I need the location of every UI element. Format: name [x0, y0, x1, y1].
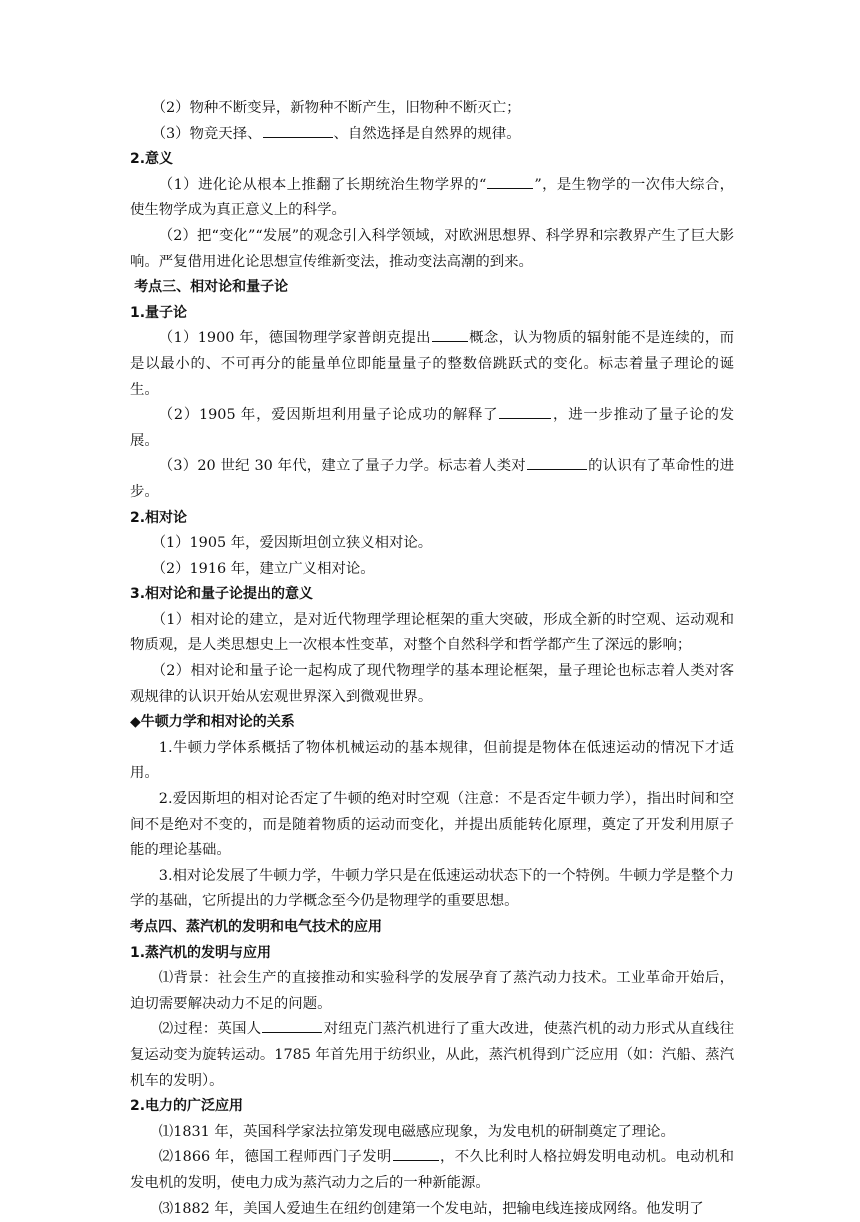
fill-blank[interactable] [527, 455, 587, 470]
section-heading-steam: 1.蒸汽机的发明与应用 [130, 944, 272, 961]
topic-3-title: 考点三、相对论和量子论 [134, 279, 289, 296]
fill-blank[interactable] [432, 327, 468, 342]
elec-3: ⑶1882 年，美国人爱迪生在纽约创建第一个发电站，把输电线连接成网络。他发明了 [158, 1200, 704, 1217]
elec-1: ⑴1831 年，英国科学家法拉第发现电磁感应现象，为发电机的研制奠定了理论。 [158, 1123, 675, 1140]
elec-2: ⑵1866 年，德国工程师西门子发明 ，不久比利时人格拉姆发明电动机。电动机和发电机的发明，使电力成为蒸汽动力之后的一种新能源。 [130, 1145, 734, 1196]
meaning-1: （1）进化论从根本上推翻了长期统治生物学界的“ ”，是生物学的一次伟大综合，使生物学成为真正意义上的科学。 [130, 173, 734, 224]
section-heading-significance: 3.相对论和量子论提出的意义 [130, 586, 314, 603]
relativity-2: （2）1916 年，建立广义相对论。 [151, 560, 375, 577]
section-heading-quantum: 1.量子论 [130, 304, 188, 321]
fill-blank[interactable] [262, 1018, 322, 1033]
document-page [130, 96, 734, 1222]
fill-blank[interactable] [499, 404, 551, 419]
newton-1: 1.牛顿力学体系概括了物体机械运动的基本规律，但前提是物体在低速运动的情况下才适用。 [130, 739, 734, 782]
topic-4-title: 考点四、蒸汽机的发明和电气技术的应用 [130, 919, 382, 935]
section-heading-meaning: 2.意义 [130, 151, 174, 168]
significance-2: （2）相对论和量子论一起构成了现代物理学的基本理论框架，量子理论也标志着人类对客观规律的认识开始从宏观世界深入到微观世界。 [130, 663, 734, 705]
quantum-1: （1）1900 年，德国物理学家普朗克提出 概念，认为物质的辐射能不是连续的，而是以最小的、不可再分的能量单位即能量量子的整数倍跳跃式的变化。标志着量子理论的诞生。 [130, 326, 734, 403]
newton-2: 2.爱因斯坦的相对论否定了牛顿的绝对时空观（注意：不是否定牛顿力学），指出时间和空间不是绝对不变的，而是随着物质的运动而变化，并提出质能转化原理，奠定了开发利用原子能的理论基础。 [130, 791, 734, 859]
meaning-2: （2）把“变化”“发展”的观念引入科学领域，对欧洲思想界、科学界和宗教界产生了巨大影响。严复借用进化论思想宣传维新变法，推动变法高潮的到来。 [130, 227, 734, 270]
steam-1: ⑴背景：社会生产的直接推动和实验科学的发展孕育了蒸汽动力技术。工业革命开始后，迫切需要解决动力不足的问题。 [130, 970, 734, 1012]
significance-1: （1）相对论的建立，是对近代物理学理论框架的重大突破，形成全新的时空观、运动观和物质观，是人类思想史上一次根本性变革，对整个自然科学和哲学都产生了深远的影响； [130, 611, 734, 654]
relativity-1: （1）1905 年，爱因斯坦创立狭义相对论。 [151, 535, 433, 552]
evo-point-2: （2）物种不断变异，新物种不断产生，旧物种不断灭亡； [151, 100, 521, 116]
quantum-3: （3）20 世纪 30 年代，建立了量子力学。标志着人类对 的认识有了革命性的进步。 [130, 454, 734, 505]
fill-blank[interactable] [263, 123, 333, 138]
newton-relativity-title: ◆牛顿力学和相对论的关系 [130, 714, 295, 731]
fill-blank[interactable] [393, 1146, 439, 1161]
steam-2: ⑵过程：英国人 对纽克门蒸汽机进行了重大改进，使蒸汽机的动力形式从直线往复运动变为旋转运动。1785 年首先用于纺织业，从此，蒸汽机得到广泛应用（如：汽船、蒸汽机车的发明）。 [130, 1017, 734, 1094]
quantum-2: （2）1905 年，爱因斯坦利用量子论成功的解释了 ，进一步推动了量子论的发展。 [130, 403, 734, 454]
newton-3: 3.相对论发展了牛顿力学，牛顿力学只是在低速运动状态下的一个特例。牛顿力学是整个力学的基础，它所提出的力学概念至今仍是物理学的重要思想。 [130, 867, 734, 910]
fill-blank[interactable] [487, 174, 533, 189]
evo-point-3: （3）物竞天择、 、自然选择是自然界的规律。 [130, 122, 734, 148]
section-heading-relativity: 2.相对论 [130, 509, 188, 526]
section-heading-electricity: 2.电力的广泛应用 [130, 1098, 244, 1115]
